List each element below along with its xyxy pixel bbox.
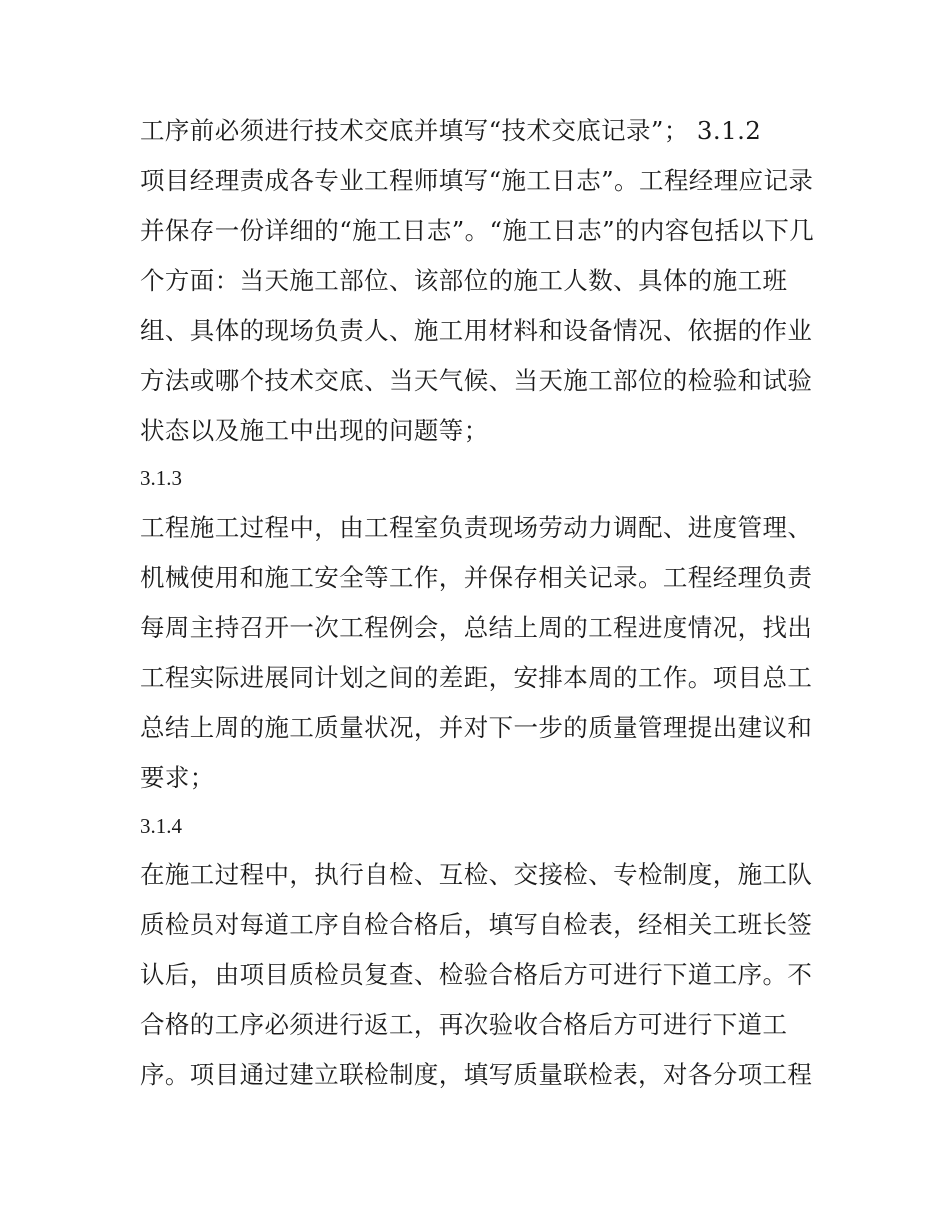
text-line-16: 在施工过程中，执行自检、互检、交接检、专检制度，施工队 xyxy=(140,860,813,889)
text-line-17: 质检员对每道工序自检合格后，填写自检表，经相关工班长签 xyxy=(140,910,813,939)
section-number-3-1-4: 3.1.4 xyxy=(140,814,182,838)
text-line-11: 每周主持召开一次工程例会，总结上周的工程进度情况，找出 xyxy=(140,613,813,642)
text-line-7: 状态以及施工中出现的问题等； xyxy=(140,416,489,445)
text-line-2: 项目经理责成各专业工程师填写“施工日志”。工程经理应记录 xyxy=(140,166,814,195)
text-line-20: 序。项目通过建立联检制度，填写质量联检表，对各分项工程 xyxy=(140,1060,813,1089)
text-line-5: 组、具体的现场负责人、施工用材料和设备情况、依据的作业 xyxy=(140,316,813,345)
text-line-3: 并保存一份详细的“施工日志”。“施工日志”的内容包括以下几 xyxy=(140,216,815,245)
text-line-19: 合格的工序必须进行返工，再次验收合格后方可进行下道工 xyxy=(140,1010,788,1039)
text-line-9: 工程施工过程中，由工程室负责现场劳动力调配、进度管理、 xyxy=(140,513,813,542)
text-line-18: 认后，由项目质检员复查、检验合格后方可进行下道工序。不 xyxy=(140,960,813,989)
text-line-6: 方法或哪个技术交底、当天气候、当天施工部位的检验和试验 xyxy=(140,366,813,395)
text-line-12: 工程实际进展同计划之间的差距，安排本周的工作。项目总工 xyxy=(140,663,813,692)
text-line-13: 总结上周的施工质量状况，并对下一步的质量管理提出建议和 xyxy=(140,713,813,742)
text-line-1: 工序前必须进行技术交底并填写“技术交底记录”； 3.1.2 xyxy=(140,116,762,145)
text-line-14: 要求； xyxy=(140,763,215,792)
text-line-4: 个方面：当天施工部位、该部位的施工人数、具体的施工班 xyxy=(140,266,788,295)
text-line-10: 机械使用和施工安全等工作，并保存相关记录。工程经理负责 xyxy=(140,563,813,592)
section-number-3-1-3: 3.1.3 xyxy=(140,466,182,490)
